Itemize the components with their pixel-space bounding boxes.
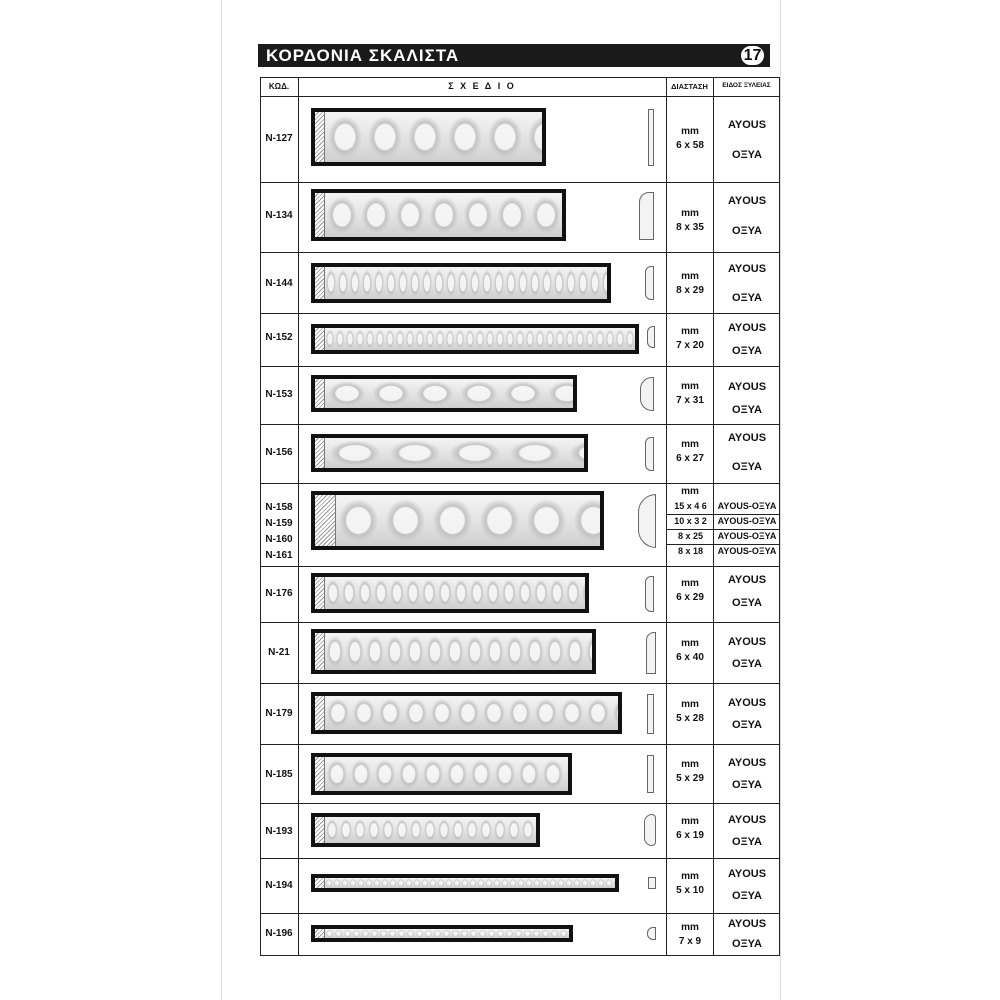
molding-drawing <box>311 874 619 892</box>
wood-type: AYOUS <box>727 263 767 275</box>
column-divider <box>298 77 299 956</box>
dimension-size: 8 x 29 <box>676 285 704 296</box>
dimension-unit: mm <box>681 326 699 337</box>
molding-drawing <box>311 263 611 303</box>
wood-type: AYOUS-ΟΞΥΑ <box>717 531 777 541</box>
profile-drawing <box>647 755 654 793</box>
row-divider <box>260 566 780 567</box>
wood-type: AYOUS <box>727 636 767 648</box>
dimension-size: 6 x 27 <box>676 453 704 464</box>
dimension-unit: mm <box>681 638 699 649</box>
column-header-code: ΚΩΔ. <box>268 82 290 91</box>
product-code: N-152 <box>265 332 293 343</box>
row-divider <box>260 366 780 367</box>
product-code: N-159 <box>265 518 293 529</box>
dimension-unit: mm <box>681 486 699 497</box>
page-number: 17 <box>739 44 766 67</box>
wood-type: AYOUS-ΟΞΥΑ <box>717 516 777 526</box>
row-divider <box>260 622 780 623</box>
profile-drawing <box>648 877 656 889</box>
page-title: ΚΟΡΔΟΝΙΑ ΣΚΑΛΙΣΤΑ <box>266 46 460 65</box>
wood-type: AYOUS <box>727 814 767 826</box>
row-divider <box>260 913 780 914</box>
molding-drawing <box>311 324 639 354</box>
dimension-size: 6 x 29 <box>676 592 704 603</box>
molding-drawing <box>311 629 596 674</box>
wood-type: ΟΞΥΑ <box>732 597 762 609</box>
row-divider <box>260 182 780 183</box>
dimension-unit: mm <box>681 759 699 770</box>
profile-drawing <box>647 927 656 940</box>
wood-type: ΟΞΥΑ <box>732 890 762 902</box>
dimension-size: 5 x 10 <box>676 885 704 896</box>
column-header-wood: ΕΙΔΟΣ ΞΥΛΕΙΑΣ <box>722 82 771 89</box>
wood-type: ΟΞΥΑ <box>732 404 762 416</box>
wood-type: ΟΞΥΑ <box>732 836 762 848</box>
profile-drawing <box>645 437 654 471</box>
sub-row-divider <box>666 529 780 530</box>
wood-type: AYOUS <box>727 119 767 131</box>
wood-type: AYOUS <box>727 322 767 334</box>
wood-type: AYOUS <box>727 697 767 709</box>
product-code: N-196 <box>265 928 293 939</box>
row-divider <box>260 252 780 253</box>
wood-type: ΟΞΥΑ <box>732 292 762 304</box>
row-divider <box>260 858 780 859</box>
dimension-size: 5 x 28 <box>676 713 704 724</box>
wood-type: AYOUS <box>727 195 767 207</box>
product-code: N-156 <box>265 447 293 458</box>
molding-drawing <box>311 491 604 550</box>
product-code: N-185 <box>265 769 293 780</box>
row-divider <box>260 744 780 745</box>
sub-row-divider <box>666 514 780 515</box>
wood-type: AYOUS <box>727 757 767 769</box>
header-divider <box>260 96 780 97</box>
molding-drawing <box>311 692 622 734</box>
dimension-unit: mm <box>681 208 699 219</box>
molding-drawing <box>311 813 540 847</box>
wood-type: AYOUS <box>727 574 767 586</box>
product-code: N-161 <box>265 550 293 561</box>
profile-drawing <box>645 576 654 612</box>
wood-type: AYOUS-ΟΞΥΑ <box>717 546 777 556</box>
dimension-unit: mm <box>681 578 699 589</box>
dimension-size: 6 x 19 <box>676 830 704 841</box>
wood-type: AYOUS <box>727 918 767 930</box>
wood-type: AYOUS <box>727 381 767 393</box>
product-code: N-194 <box>265 880 293 891</box>
dimension-size: 6 x 40 <box>676 652 704 663</box>
wood-type: ΟΞΥΑ <box>732 345 762 357</box>
dimension-size: 7 x 31 <box>676 395 704 406</box>
profile-drawing <box>639 192 654 240</box>
profile-drawing <box>648 109 654 166</box>
dimension-size: 6 x 58 <box>676 140 704 151</box>
wood-type: ΟΞΥΑ <box>732 779 762 791</box>
wood-type: ΟΞΥΑ <box>732 719 762 731</box>
product-code: N-134 <box>265 210 293 221</box>
profile-drawing <box>638 494 656 548</box>
profile-drawing <box>645 266 654 300</box>
molding-drawing <box>311 434 588 472</box>
molding-drawing <box>311 573 589 613</box>
profile-drawing <box>647 694 654 734</box>
dimension-unit: mm <box>681 871 699 882</box>
dimension-unit: mm <box>681 126 699 137</box>
molding-drawing <box>311 925 573 942</box>
row-divider <box>260 683 780 684</box>
dimension-size: 8 x 25 <box>677 531 704 541</box>
product-code: N-160 <box>265 534 293 545</box>
product-code: N-127 <box>265 133 293 144</box>
product-code: N-21 <box>268 647 290 658</box>
product-code: N-158 <box>265 502 293 513</box>
wood-type: ΟΞΥΑ <box>732 938 762 950</box>
column-header-design: Σ Χ Ε Δ Ι Ο <box>448 81 516 91</box>
molding-drawing <box>311 108 546 166</box>
wood-type: AYOUS <box>727 432 767 444</box>
dimension-unit: mm <box>681 699 699 710</box>
wood-type: AYOUS <box>727 868 767 880</box>
row-divider <box>260 803 780 804</box>
dimension-unit: mm <box>681 439 699 450</box>
row-divider <box>260 483 780 484</box>
dimension-size: 10 x 3 2 <box>674 516 707 526</box>
row-divider <box>260 313 780 314</box>
profile-drawing <box>644 814 656 846</box>
molding-drawing <box>311 189 566 241</box>
dimension-size: 7 x 20 <box>676 340 704 351</box>
wood-type: ΟΞΥΑ <box>732 225 762 237</box>
product-code: N-193 <box>265 826 293 837</box>
dimension-unit: mm <box>681 271 699 282</box>
wood-type: ΟΞΥΑ <box>732 461 762 473</box>
wood-type: ΟΞΥΑ <box>732 149 762 161</box>
dimension-size: 5 x 29 <box>676 773 704 784</box>
dimension-unit: mm <box>681 816 699 827</box>
profile-drawing <box>640 377 654 411</box>
profile-drawing <box>647 326 655 348</box>
wood-type: AYOUS-ΟΞΥΑ <box>717 501 777 511</box>
dimension-size: 15 x 4 6 <box>674 501 707 511</box>
molding-drawing <box>311 753 572 795</box>
row-divider <box>260 424 780 425</box>
wood-type: ΟΞΥΑ <box>732 658 762 670</box>
product-code: N-144 <box>265 278 293 289</box>
dimension-unit: mm <box>681 922 699 933</box>
dimension-unit: mm <box>681 381 699 392</box>
dimension-size: 8 x 18 <box>677 546 704 556</box>
product-code: N-176 <box>265 588 293 599</box>
profile-drawing <box>646 632 656 674</box>
product-code: N-153 <box>265 389 293 400</box>
sub-row-divider <box>666 544 780 545</box>
dimension-size: 7 x 9 <box>678 936 702 947</box>
product-code: N-179 <box>265 708 293 719</box>
dimension-size: 8 x 35 <box>676 222 704 233</box>
molding-drawing <box>311 375 577 412</box>
column-header-dimension: ΔΙΑΣΤΑΣΗ <box>671 82 708 91</box>
